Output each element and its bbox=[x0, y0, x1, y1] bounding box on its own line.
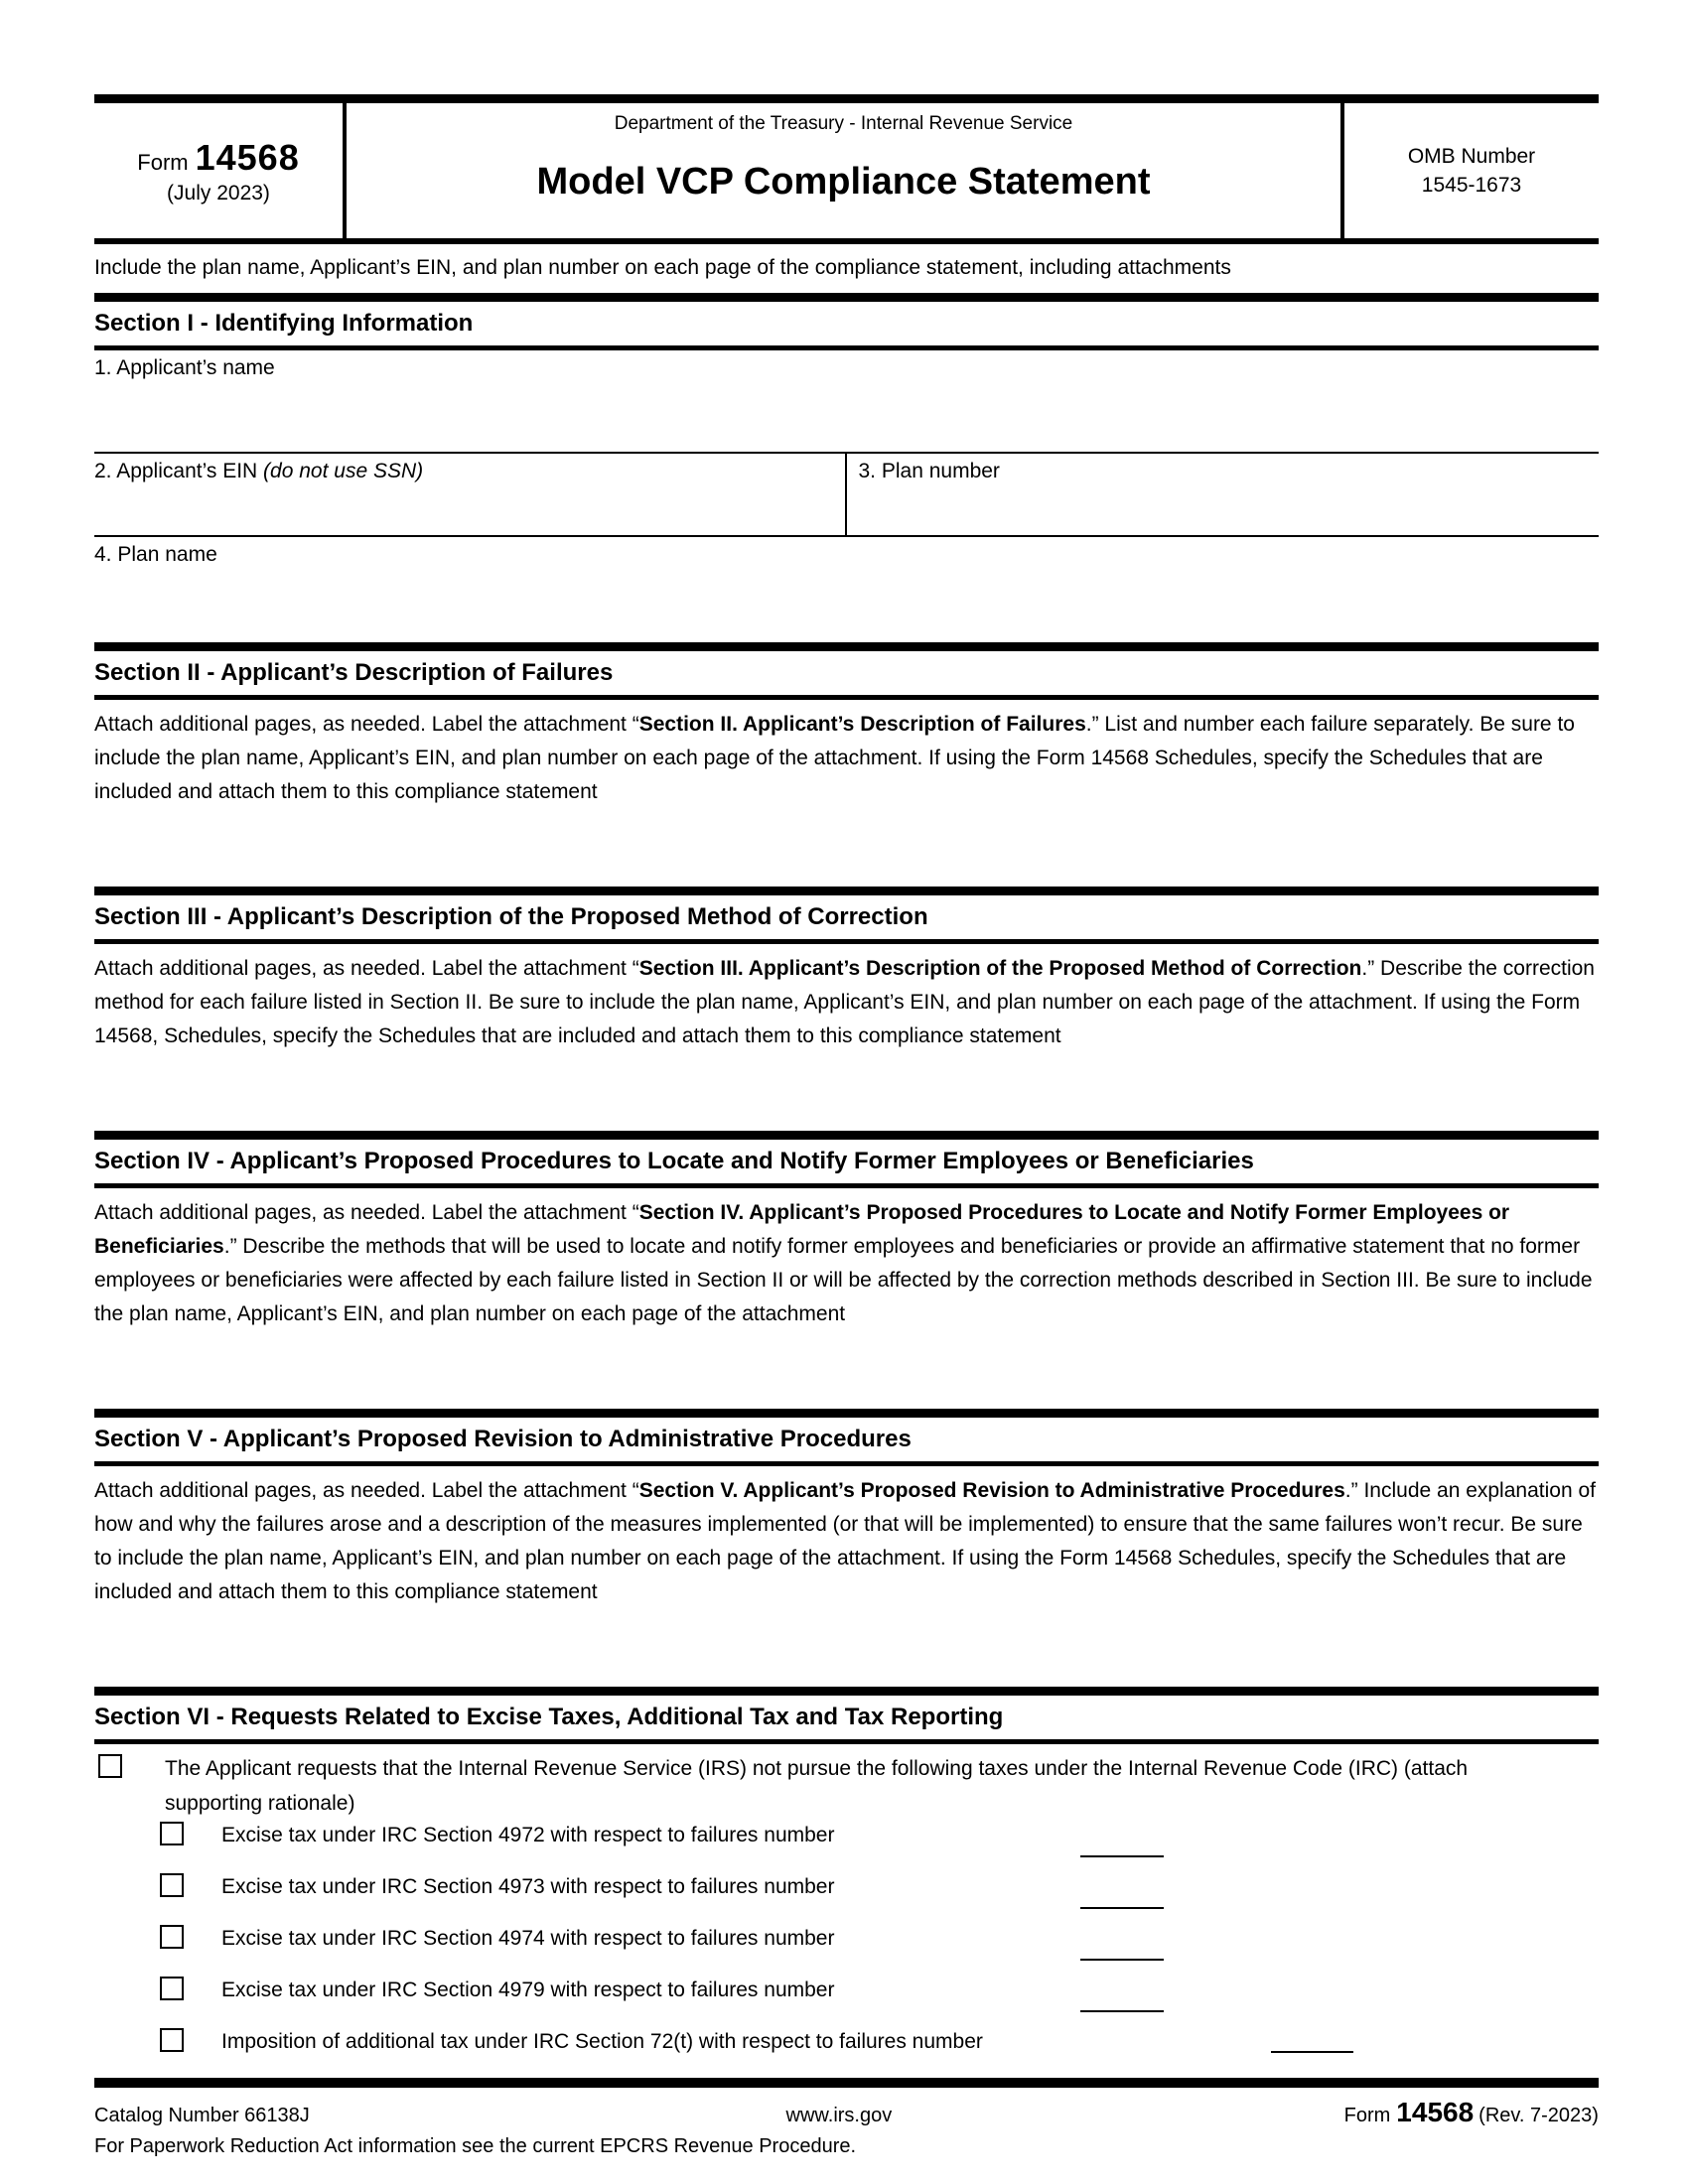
form-word: Form bbox=[137, 149, 189, 175]
excise-tax-4979-label: Excise tax under IRC Section 4979 with respect to failures number bbox=[221, 1979, 835, 2001]
excise-tax-4973-checkbox[interactable] bbox=[160, 1873, 184, 1897]
irs-not-pursue-checkbox[interactable] bbox=[98, 1754, 122, 1778]
section-3-heading: Section III - Applicant’s Description of the Proposed Method of Correction bbox=[94, 903, 928, 930]
omb-number: 1545-1673 bbox=[1421, 174, 1522, 197]
ein-ssn-note: (do not use SSN) bbox=[263, 460, 424, 482]
failures-number-4973-blank[interactable] bbox=[1080, 1907, 1164, 1909]
footer-form-id: Form 14568 (Rev. 7-2023) bbox=[1343, 2097, 1599, 2127]
additional-tax-72t-checkbox[interactable] bbox=[160, 2028, 184, 2052]
paperwork-reduction-note: For Paperwork Reduction Act information see the current EPCRS Revenue Procedure. bbox=[94, 2135, 857, 2157]
excise-tax-4972-row bbox=[94, 1816, 1599, 1867]
failures-number-4979-blank[interactable] bbox=[1080, 2010, 1164, 2012]
form-revision-date: (July 2023) bbox=[167, 181, 270, 205]
form-number-cell bbox=[94, 103, 347, 238]
excise-tax-4979-row bbox=[94, 1971, 1599, 2022]
footer-form-revision: (Rev. 7-2023) bbox=[1478, 2105, 1599, 2126]
form-title-cell bbox=[347, 103, 1344, 238]
agency-line: Department of the Treasury - Internal Revenue Service bbox=[614, 113, 1073, 134]
section-rule bbox=[94, 642, 1599, 651]
section-2-heading: Section II - Applicant’s Description of Failures bbox=[94, 659, 614, 686]
catalog-number: Catalog Number 66138J bbox=[94, 2105, 310, 2126]
footer-form-number: 14568 bbox=[1396, 2097, 1475, 2127]
irs-not-pursue-label: The Applicant requests that the Internal Revenue Service (IRS) not pursue the following taxes under the Internal Revenue Code (IRC) (attach supporting rationale) bbox=[165, 1757, 1469, 1815]
plan-name-field bbox=[94, 537, 1599, 642]
irs-not-pursue-row bbox=[94, 1748, 1599, 1816]
section-3-body: Attach additional pages, as needed. Label the attachment “Section III. Applicant’s Description of the Proposed Method of Correction.” Describe the correction method for each failure listed in Section II. Be sure to include the plan name, Applicant’s EIN, and plan number on each page of the attachment. If using the Form 14568, Schedules, specify the Schedules that are included and attach them to this compliance statement bbox=[94, 957, 1595, 1047]
section-rule bbox=[94, 1739, 1599, 1744]
page-instruction: Include the plan name, Applicant’s EIN, and plan number on each page of the compliance statement, including attachments bbox=[94, 256, 1231, 279]
excise-tax-4972-checkbox[interactable] bbox=[160, 1822, 184, 1845]
plan-name-label: 4. Plan name bbox=[94, 543, 217, 566]
section-6-heading: Section VI - Requests Related to Excise Taxes, Additional Tax and Tax Reporting bbox=[94, 1704, 1004, 1730]
form-number: 14568 bbox=[195, 136, 300, 178]
excise-tax-4974-label: Excise tax under IRC Section 4974 with respect to failures number bbox=[221, 1927, 835, 1950]
applicant-ein-field bbox=[94, 454, 847, 535]
section-rule bbox=[94, 887, 1599, 895]
section-rule bbox=[94, 695, 1599, 700]
section-1-heading: Section I - Identifying Information bbox=[94, 310, 474, 337]
applicant-name-label: 1. Applicant’s name bbox=[94, 356, 275, 379]
section-rule bbox=[94, 1131, 1599, 1140]
form-header bbox=[94, 94, 1599, 244]
failures-number-72t-blank[interactable] bbox=[1271, 2051, 1353, 2053]
applicant-name-input[interactable] bbox=[94, 380, 1599, 441]
excise-tax-4974-checkbox[interactable] bbox=[160, 1925, 184, 1949]
page-title: Model VCP Compliance Statement bbox=[536, 160, 1151, 203]
section-2-body: Attach additional pages, as needed. Label the attachment “Section II. Applicant’s Description of Failures.” List and number each failure separately. Be sure to include the plan name, Applicant’s EIN, and plan number on each page of the attachment. If using the Form 14568 Schedules, specify the Schedules that are included and attach them to this compliance statement bbox=[94, 713, 1575, 803]
page-footer bbox=[94, 2078, 1599, 2158]
additional-tax-72t-row bbox=[94, 2022, 1599, 2074]
failures-number-4974-blank[interactable] bbox=[1080, 1959, 1164, 1961]
applicant-ein-input[interactable] bbox=[94, 483, 845, 532]
omb-cell bbox=[1344, 103, 1599, 238]
plan-number-field bbox=[847, 454, 1600, 535]
section-5-body: Attach additional pages, as needed. Label the attachment “Section V. Applicant’s Proposed Revision to Administrative Procedures.” Include an explanation of how and why the failures arose and a description of the measures implemented (or that will be implemented) to ensure that the same failures won’t recur. Be sure to include the plan name, Applicant’s EIN, and plan number on each page of the attachment. If using the Form 14568 Schedules, specify the Schedules that are included and attach them to this compliance statement bbox=[94, 1479, 1596, 1603]
additional-tax-72t-label: Imposition of additional tax under IRC Section 72(t) with respect to failures number bbox=[221, 2030, 983, 2053]
section-4-heading: Section IV - Applicant’s Proposed Procedures to Locate and Notify Former Employees or Beneficiaries bbox=[94, 1148, 1254, 1174]
ein-plan-number-row bbox=[94, 454, 1599, 537]
applicant-ein-label: 2. Applicant’s EIN (do not use SSN) bbox=[94, 460, 424, 482]
applicant-name-field bbox=[94, 350, 1599, 454]
plan-number-input[interactable] bbox=[859, 483, 1600, 532]
excise-tax-4979-checkbox[interactable] bbox=[160, 1977, 184, 2000]
excise-tax-4973-label: Excise tax under IRC Section 4973 with respect to failures number bbox=[221, 1875, 835, 1898]
section-rule bbox=[94, 1461, 1599, 1466]
section-rule bbox=[94, 1687, 1599, 1696]
excise-tax-4973-row bbox=[94, 1867, 1599, 1919]
section-4-body: Attach additional pages, as needed. Label the attachment “Section IV. Applicant’s Proposed Procedures to Locate and Notify Former Employees or Beneficiaries.” Describe the methods that will be used to locate and notify former employees and beneficiaries or provide an affirmative statement that no former employees or beneficiaries were affected by each failure listed in Section II or will be affected by the correction methods described in Section III. Be sure to include the plan name, Applicant’s EIN, and plan number on each page of the attachment bbox=[94, 1201, 1593, 1325]
failures-number-4972-blank[interactable] bbox=[1080, 1855, 1164, 1857]
footer-rule bbox=[94, 2078, 1599, 2088]
irs-website: www.irs.gov bbox=[785, 2105, 893, 2126]
section-rule bbox=[94, 1183, 1599, 1188]
excise-tax-4972-label: Excise tax under IRC Section 4972 with respect to failures number bbox=[221, 1824, 835, 1846]
omb-label: OMB Number bbox=[1407, 145, 1536, 168]
plan-name-input[interactable] bbox=[94, 567, 1599, 630]
section-rule bbox=[94, 1409, 1599, 1418]
plan-number-label: 3. Plan number bbox=[858, 460, 1000, 482]
section-rule bbox=[94, 293, 1599, 302]
section-5-heading: Section V - Applicant’s Proposed Revision to Administrative Procedures bbox=[94, 1426, 912, 1452]
section-rule bbox=[94, 939, 1599, 944]
excise-tax-4974-row bbox=[94, 1919, 1599, 1971]
